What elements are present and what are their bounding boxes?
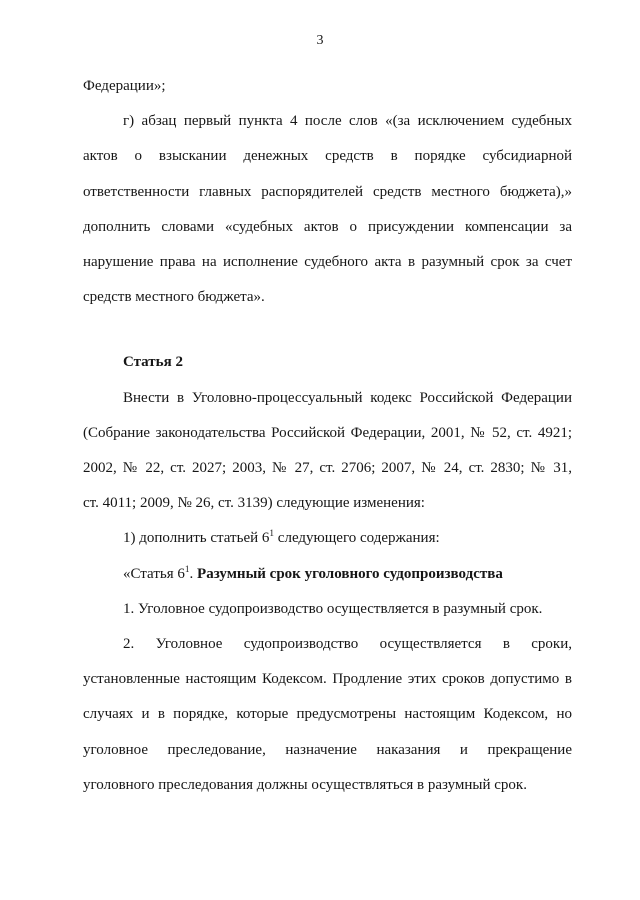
text-run: дополнить словами «судебных актов о присуждении компенсации за [83,218,572,235]
paragraph [83,104,572,315]
paragraph [83,381,572,522]
paragraph [83,557,572,592]
text-run: уголовное преследование, назначение наказания и прекращение [83,741,572,758]
text-run: уголовного преследования должны осуществляться в разумный срок. [83,776,527,793]
text-line [83,733,572,768]
text-line [83,210,572,245]
text-line [83,521,572,556]
text-run: (Собрание законодательства Российской Федерации, 2001, № 52, ст. 4921; [83,424,572,441]
text-line [83,592,572,627]
text-run: следующего содержания: [274,530,440,547]
bold-text: Статья 2 [123,354,183,371]
text-line [83,486,572,521]
text-line [83,69,572,104]
text-line [83,627,572,662]
text-line [83,280,572,315]
text-run: . [189,565,198,582]
text-run: случаях и в порядке, которые предусмотрены настоящим Кодексом, но [83,706,572,723]
page-number: 3 [316,33,324,48]
paragraph [83,345,572,380]
text-run: 2. Уголовное судопроизводство осуществляется в сроки, [123,636,572,653]
text-run: ст. 4011; 2009, № 26, ст. 3139) следующие изменения: [83,495,425,512]
text-line [83,662,572,697]
superscript-text: 1 [269,529,275,540]
paragraph [83,627,572,803]
paragraph [83,521,572,556]
text-line [83,768,572,803]
text-run: 1. Уголовное судопроизводство осуществляется в разумный срок. [123,600,543,617]
text-run: 2002, № 22, ст. 2027; 2003, № 27, ст. 2706; 2007, № 24, ст. 2830; № 31, [83,460,572,477]
superscript-text: 1 [184,564,190,575]
text-line [83,697,572,732]
text-run: ответственности главных распорядителей средств местного бюджета),» [83,183,572,200]
text-line [83,245,572,280]
text-line [83,175,572,210]
paragraph [83,69,572,104]
paragraph [83,592,572,627]
text-line [83,416,572,451]
text-run: г) абзац первый пункта 4 после слов «(за исключением судебных [123,113,572,130]
document-body [83,69,572,803]
text-run: средств местного бюджета». [83,289,265,306]
text-line [83,557,572,592]
text-run: Внести в Уголовно-процессуальный кодекс Российской Федерации [123,389,572,406]
text-run: нарушение права на исполнение судебного акта в разумный срок за счет [83,254,572,271]
text-run: «Статья 6 [123,565,185,582]
text-run: 1) дополнить статьей 6 [123,530,270,547]
text-line [83,451,572,486]
bold-text: Разумный срок уголовного судопроизводства [197,565,503,582]
text-run: актов о взыскании денежных средств в порядке субсидиарной [83,148,572,165]
text-line [83,104,572,139]
text-line [83,139,572,174]
text-run: установленные настоящим Кодексом. Продление этих сроков допустимо в [83,671,572,688]
text-line [83,381,572,416]
text-run: Федерации»; [83,78,166,94]
text-line [83,345,572,380]
